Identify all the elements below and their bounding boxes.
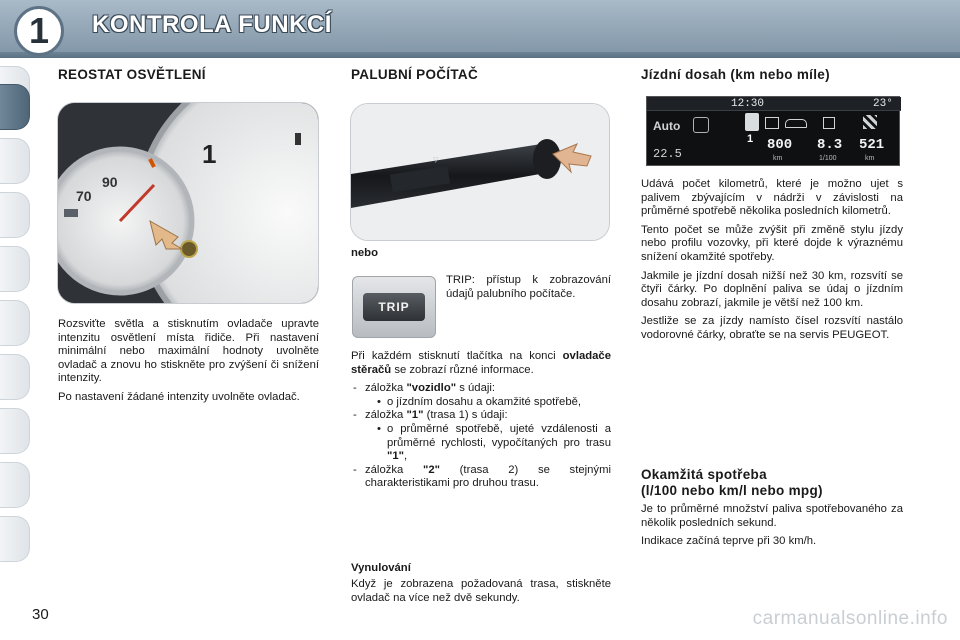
consumption-paragraph-1: Je to průměrné množství paliva spotřebovaného za několik posledních sekund. <box>641 503 903 529</box>
display-fan-value: 22.5 <box>653 147 682 161</box>
section-heading-range: Jízdní dosah (km nebo míle) <box>641 67 830 82</box>
display-temperature: 23° <box>873 98 893 110</box>
gauge-tick-1: 1 <box>202 139 217 169</box>
fuel-pump-icon <box>765 117 779 129</box>
display-range-unit: km <box>773 155 783 162</box>
reset-heading: Vynulování <box>351 562 411 574</box>
display-distance-unit: km <box>865 155 875 162</box>
page-title: KONTROLA FUNKCÍ <box>92 11 332 38</box>
chapter-tab[interactable] <box>0 138 30 184</box>
list-item: - záložka "2" (trasa 2) se stejnými charakteristikami pro druhou trasu. <box>351 464 611 491</box>
section-heading-consumption: Okamžitá spotřeba (l/100 nebo km/l nebo mpg) <box>641 467 823 498</box>
chapter-tab[interactable] <box>0 192 30 238</box>
rheostat-paragraph-1: Rozsviťte světla a stisknutím ovladače upravte intenzitu osvětlení místa řidiče. Při nastavení minimální nebo maximální hodnoty uvolněte ovladač a znovu ho stiskněte pro zvýšení či snížení intenzity. <box>58 318 319 385</box>
chapter-tab[interactable] <box>0 462 30 508</box>
car-icon <box>785 119 807 128</box>
trip-description: TRIP: přístup k zobrazování údajů palubního počítače. <box>446 274 611 300</box>
chapter-number-badge: 1 <box>14 6 64 56</box>
watermark: carmanualsonline.info <box>752 608 948 629</box>
range-paragraph-4: Jestliže se za jízdy namísto čísel rozsvítí nastálo vodorovné čárky, obraťte se na servis PEUGEOT. <box>641 315 903 341</box>
display-range-value: 800 <box>767 137 793 153</box>
chapter-tab[interactable] <box>0 354 30 400</box>
range-paragraph-2: Tento počet se může zvýšit při změně stylu jízdy nebo profilu vozovky, při které dojde k výraznému snížení okamžité spotřeby. <box>641 223 903 263</box>
rheostat-text <box>58 318 319 410</box>
fan-icon <box>693 117 709 133</box>
range-paragraph-1: Udává počet kilometrů, které je možno ujet s palivem zbývajícím v nádrži v závislosti na průměrné spotřebě několika posledních kilometrů. <box>641 178 903 218</box>
section-heading-onboard-computer: PALUBNÍ POČÍTAČ <box>351 67 478 82</box>
gauge-tick-70: 70 <box>76 188 92 204</box>
display-climate-mode: Auto <box>653 119 681 133</box>
consumption-paragraph-2: Indikace začíná teprve při 30 km/h. <box>641 535 817 548</box>
display-consumption-unit: 1/100 <box>819 155 837 162</box>
range-paragraph-3: Jakmile je jízdní dosah nižší než 30 km, rozsvítí se čtyři čárky. Po doplnění paliva se údaj o jízdním dosahu zobrazí, jakmile je větší než 100 km. <box>641 269 903 309</box>
display-time: 12:30 <box>731 98 765 110</box>
display-tab-number: 1 <box>747 133 754 145</box>
display-consumption-value: 8.3 <box>817 137 843 153</box>
page-number: 30 <box>32 606 49 623</box>
checkered-flag-icon <box>863 115 877 129</box>
stalk-marking: ▽ <box>433 157 439 164</box>
gauge-tick-90: 90 <box>102 174 118 190</box>
gauge-illustration <box>58 103 319 304</box>
sub-list-item: • o jízdním dosahu a okamžité spotřebě, <box>375 396 611 410</box>
computer-display <box>646 96 900 166</box>
reset-text: Když je zobrazena požadovaná trasa, stiskněte ovladač na více než dvě sekundy. <box>351 578 611 604</box>
trip-button[interactable]: TRIP <box>363 293 425 321</box>
rheostat-paragraph-2: Po nastavení žádané intenzity uvolněte ovladač. <box>58 390 300 403</box>
chapter-tab[interactable] <box>0 408 30 454</box>
chapter-tab[interactable] <box>0 300 30 346</box>
chapter-tab-active[interactable] <box>0 84 30 130</box>
rheostat-knob <box>181 241 197 257</box>
dashboard-gauge-photo <box>57 102 319 304</box>
trip-button-photo <box>352 276 436 338</box>
sub-list-item: • o průměrné spotřebě, ujeté vzdálenosti a průměrné rychlosti, vypočítaných pro trasu "1", <box>375 423 611 464</box>
list-item: - záložka "1" (trasa 1) s údaji: • o průměrné spotřebě, ujeté vzdálenosti a průměrné rychlosti, vypočítaných pro trasu "1", <box>351 409 611 463</box>
nebo-label: nebo <box>351 247 378 259</box>
intro-paragraph: Při každém stisknutí tlačítka na konci ovladače stěračů se zobrazí různé informace. <box>351 350 611 376</box>
chapter-tab[interactable] <box>0 516 30 562</box>
chapter-tabs <box>0 66 34 576</box>
list-item: - záložka "vozidlo" s údaji: • o jízdním dosahu a okamžité spotřebě, <box>351 382 611 409</box>
section-heading-rheostat: REOSTAT OSVĚTLENÍ <box>58 67 206 82</box>
stalk-illustration <box>351 104 610 241</box>
onboard-computer-text <box>351 350 611 491</box>
vehicle-tab-icon <box>745 113 759 131</box>
tab-list <box>351 382 611 491</box>
wiper-stalk-photo <box>350 103 610 241</box>
range-text <box>641 178 903 348</box>
chapter-tab[interactable] <box>0 246 30 292</box>
consumption-text <box>641 503 903 554</box>
fuel-icon <box>64 209 78 217</box>
fuel-consumption-icon <box>823 117 835 129</box>
display-distance-value: 521 <box>859 137 885 153</box>
